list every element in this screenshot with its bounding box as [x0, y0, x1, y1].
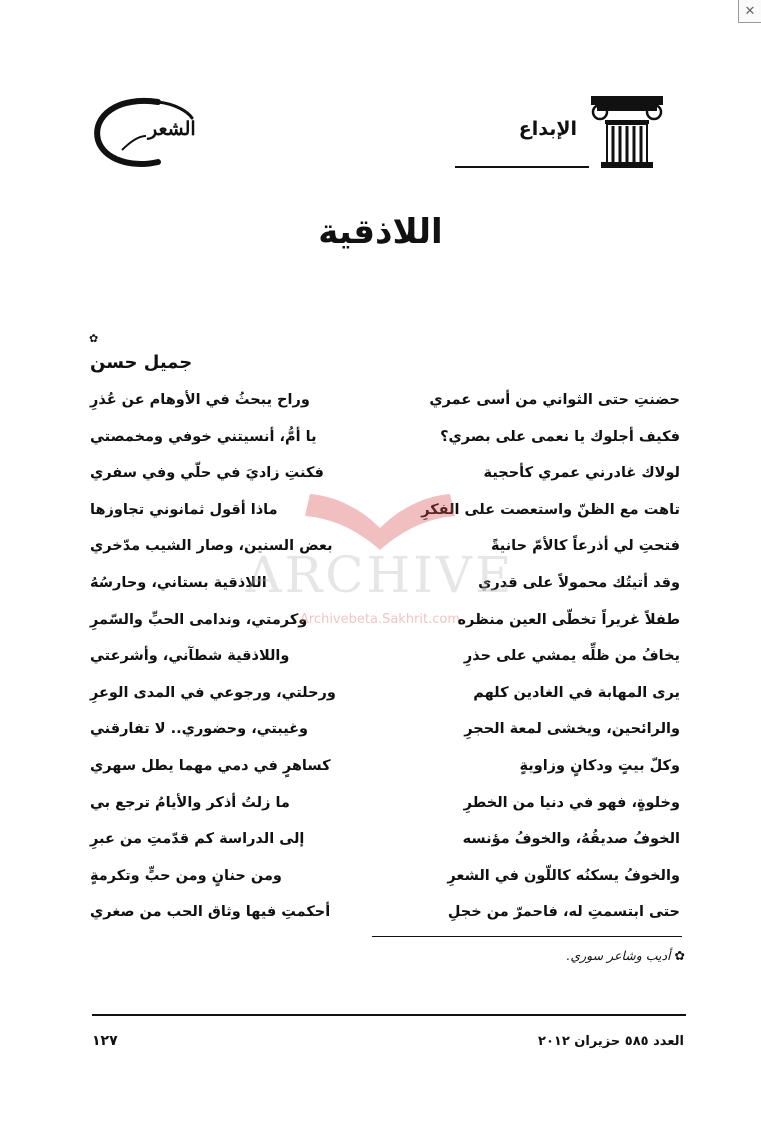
verse-2	[90, 429, 680, 466]
verse-first-hemistich: يرى المهابة في الغادين كلهم	[473, 684, 680, 701]
watermark-text: ARCHIVE	[245, 546, 515, 604]
verse-9	[90, 685, 680, 722]
page-number: ١٢٧	[92, 1033, 118, 1049]
verse-8	[90, 648, 680, 685]
verse-first-hemistich: حضنتِ حتى الثواني من أسى عمري	[429, 392, 680, 408]
verse-first-hemistich: الخوفُ صديقُهُ، والخوفُ مؤنسه	[462, 831, 680, 848]
verse-second-hemistich: وغيبتي، وحضوري.. لا تفارقني	[90, 721, 309, 738]
section-label: الإبداع	[518, 118, 577, 140]
verse-13	[90, 831, 680, 868]
footnote-rule	[372, 936, 682, 937]
verse-first-hemistich: حتى ابتسمتِ له، فاحمرّ من خجلِ	[447, 904, 680, 921]
verse-second-hemistich: ماذا أقول ثمانوني تجاوزها	[90, 501, 278, 518]
column-pillar-icon	[591, 96, 663, 170]
verse-second-hemistich: إلى الدراسة كم قدّمتِ من عبرِ	[90, 831, 305, 848]
verse-first-hemistich: وقد أتيتُك محمولاً على قدري	[478, 574, 680, 591]
verse-first-hemistich: وكلّ بيتٍ ودكانٍ وزاويةٍ	[519, 757, 680, 774]
verse-second-hemistich: وكرمتي، وندامى الحبِّ والسّمرِ	[90, 611, 308, 628]
verse-4	[90, 502, 680, 539]
verse-second-hemistich: ومن حنانٍ ومن حبٍّ وتكرمةٍ	[90, 867, 282, 884]
genre-header	[88, 96, 223, 170]
verse-second-hemistich: يا أمُّ، أنسيتني خوفي ومخمصتي	[90, 428, 317, 445]
verse-12	[90, 795, 680, 832]
verse-first-hemistich: فكيف أجلوك يا نعمى على بصري؟	[440, 428, 680, 445]
poem-body	[90, 392, 680, 941]
poem-title: اللاذقية	[318, 212, 443, 252]
genre-label: الشعر	[148, 118, 196, 140]
verse-10	[90, 721, 680, 758]
close-icon[interactable]: ✕	[738, 0, 761, 23]
verse-first-hemistich: لولاك غادرني عمري كأحجية	[483, 465, 680, 482]
verse-first-hemistich: فتحتِ لي أذرعاً كالأمّ حانيةً	[491, 538, 680, 555]
verse-first-hemistich: طفلاً غريراً تخطّى العين منظره	[457, 611, 680, 628]
verse-1	[90, 392, 680, 429]
author-name: جميل حسن	[90, 352, 193, 373]
verse-first-hemistich: وخلوةٍ، فهو في دنيا من الخطرِ	[463, 794, 680, 811]
verse-first-hemistich: والرائحين، ويخشى لمعة الحجرِ	[464, 721, 680, 738]
verse-second-hemistich: ما زلتُ أذكر والأيامُ ترجع بي	[90, 794, 290, 811]
verse-second-hemistich: اللاذقية بستاني، وحارسُهُ	[90, 574, 267, 591]
verse-second-hemistich: بعض السنين، وصار الشيب مدّخري	[90, 538, 333, 555]
verse-5	[90, 538, 680, 575]
section-header	[463, 96, 663, 170]
verse-first-hemistich: تاهت مع الظنّ واستعصت على الفكرِ	[421, 501, 680, 518]
verse-second-hemistich: وراح يبحثُ في الأوهام عن عُذرِ	[90, 392, 310, 408]
verse-first-hemistich: يخافُ من ظلِّه يمشي على حذرِ	[463, 648, 680, 665]
verse-second-hemistich: ورحلتي، ورجوعي في المدى الوعرِ	[90, 684, 336, 701]
issue-info: العدد ٥٨٥ حزيران ٢٠١٢	[538, 1034, 684, 1049]
verse-6	[90, 575, 680, 612]
verse-second-hemistich: فكنتِ زاديَ في حلّي وفي سفري	[90, 465, 324, 482]
footnote	[495, 948, 685, 963]
footnote-marker-icon: ✿	[674, 948, 685, 963]
verse-second-hemistich: كساهرٍ في دمي مهما يطل سهري	[90, 757, 331, 774]
verse-14	[90, 868, 680, 905]
footnote-text: أديب وشاعر سوري.	[566, 948, 671, 963]
verse-3	[90, 465, 680, 502]
verse-second-hemistich: واللاذقية شطآني، وأشرعتي	[90, 648, 290, 665]
verse-first-hemistich: والخوفُ يسكنُه كاللّون في الشعرِ	[447, 867, 680, 884]
footer-rule	[92, 1014, 686, 1016]
author-note-icon: ✿	[89, 332, 99, 345]
watermark-url: Archivebeta.Sakhrit.com	[299, 612, 461, 627]
header-rule	[455, 166, 589, 168]
verse-second-hemistich: أحكمتِ فيها وثاق الحب من صغري	[90, 904, 331, 921]
verse-7	[90, 612, 680, 649]
verse-11	[90, 758, 680, 795]
